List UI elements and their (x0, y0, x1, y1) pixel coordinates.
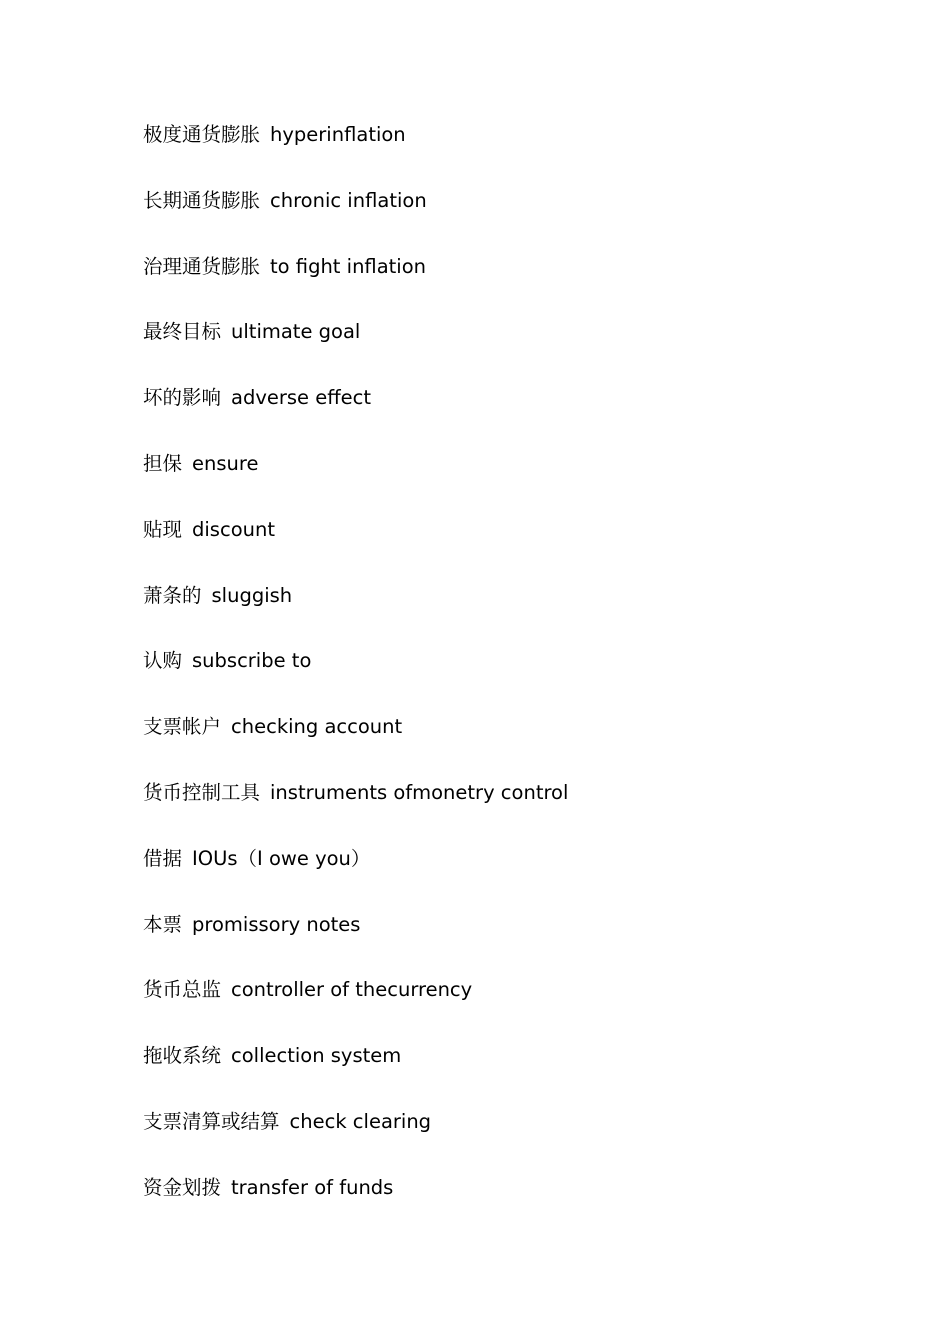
chinese-term: 支票帐户 (143, 715, 222, 739)
list-item (143, 1171, 903, 1237)
english-term: discount (192, 517, 275, 541)
list-item (143, 973, 903, 1039)
english-term: sluggish (211, 583, 293, 607)
chinese-term: 拖收系统 (143, 1044, 222, 1068)
list-item (143, 447, 903, 513)
english-term: checking account (231, 715, 403, 739)
english-term: IOUs（I owe you） (192, 846, 371, 870)
chinese-term: 支票清算或结算 (143, 1109, 280, 1133)
chinese-term: 最终目标 (143, 320, 222, 344)
list-item (143, 513, 903, 579)
english-term: hyperinflation (270, 123, 406, 146)
chinese-term: 担保 (143, 451, 183, 475)
list-item (143, 184, 903, 250)
english-term: promissory notes (192, 912, 361, 936)
list-item (143, 710, 903, 776)
list-item (143, 644, 903, 710)
glossary-list (143, 118, 903, 1237)
english-term: chronic inflation (270, 188, 427, 212)
chinese-term: 长期通货膨胀 (143, 188, 261, 212)
chinese-term: 治理通货膨胀 (143, 254, 261, 278)
list-item (143, 118, 903, 184)
chinese-term: 萧条的 (143, 583, 202, 607)
english-term: adverse effect (231, 386, 372, 410)
list-item (143, 842, 903, 908)
chinese-term: 极度通货膨胀 (143, 123, 261, 146)
list-item (143, 908, 903, 974)
list-item (143, 250, 903, 316)
chinese-term: 借据 (143, 846, 183, 870)
chinese-term: 坏的影响 (143, 386, 222, 410)
list-item (143, 381, 903, 447)
list-item (143, 315, 903, 381)
english-term: ultimate goal (231, 320, 361, 344)
list-item (143, 1039, 903, 1105)
chinese-term: 资金划拨 (143, 1175, 222, 1199)
english-term: ensure (192, 451, 259, 475)
list-item (143, 1105, 903, 1171)
english-term: controller of thecurrency (231, 978, 473, 1002)
chinese-term: 本票 (143, 912, 183, 936)
english-term: collection system (231, 1044, 402, 1068)
list-item (143, 776, 903, 842)
english-term: check clearing (289, 1109, 432, 1133)
chinese-term: 货币总监 (143, 978, 222, 1002)
chinese-term: 认购 (143, 649, 183, 673)
english-term: transfer of funds (231, 1175, 394, 1199)
chinese-term: 贴现 (143, 517, 183, 541)
english-term: instruments ofmonetry control (270, 780, 569, 804)
english-term: to fight inflation (270, 254, 427, 278)
list-item (143, 579, 903, 645)
english-term: subscribe to (192, 649, 312, 673)
chinese-term: 货币控制工具 (143, 780, 261, 804)
